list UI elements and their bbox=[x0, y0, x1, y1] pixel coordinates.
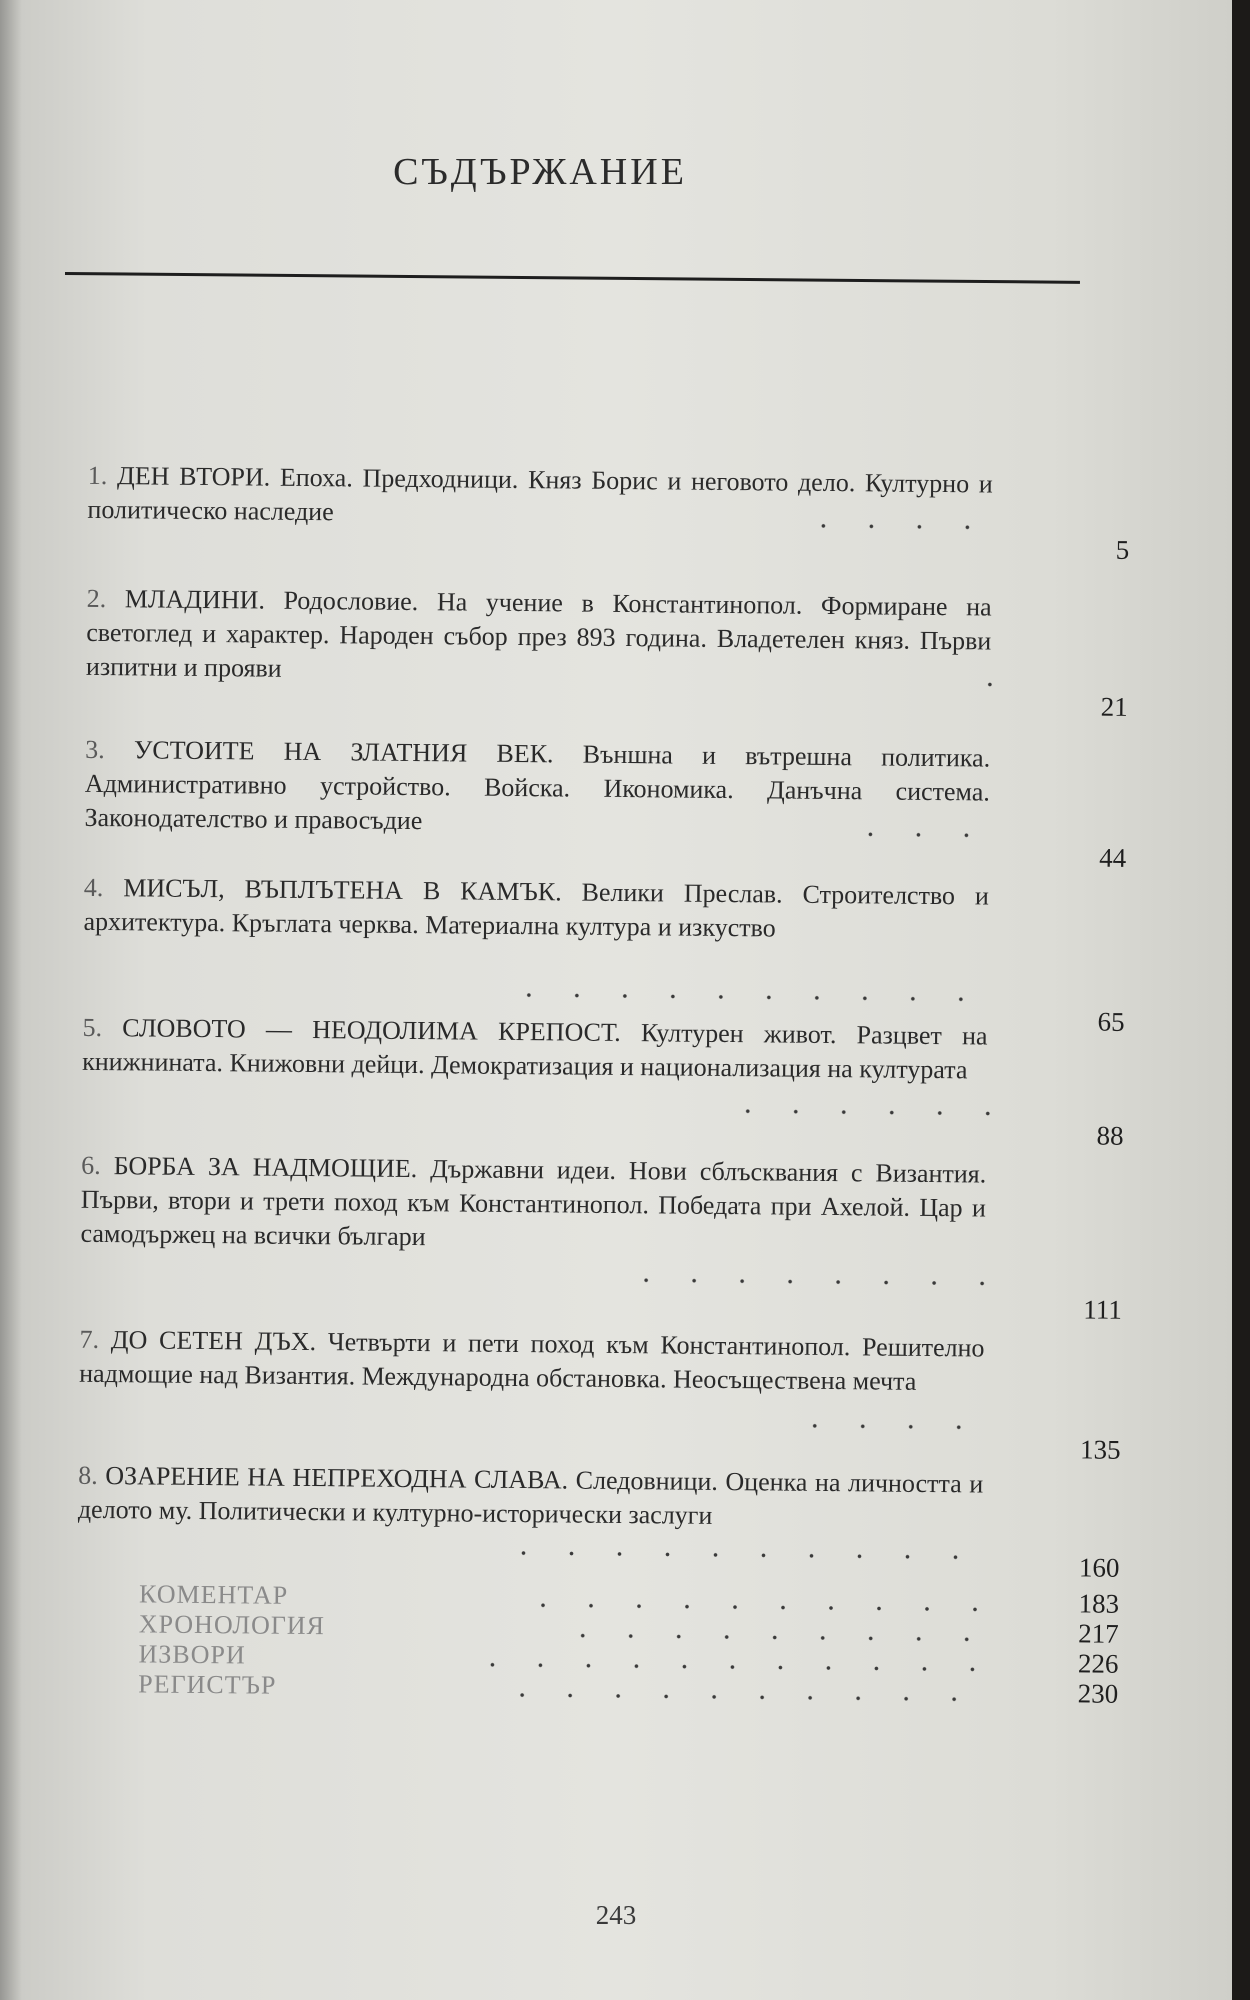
toc-entry-title: ДО СЕТЕН ДЪХ. Четвърти и пети поход към Константинопол. Решително надмощие над Византия. Международна обстановка. Неосъществена мечта bbox=[79, 1325, 985, 1396]
toc-entry-text bbox=[83, 871, 989, 948]
toc-entry-title: МЛАДИНИ. Родословие. На учение в Константинопол. Формиране на светоглед и характер. Народен събор през 893 година. Владетелен княз. Първи изпитни и прояви bbox=[85, 584, 992, 683]
toc-page-number: 183 bbox=[1078, 1588, 1120, 1619]
toc-entry-title: УСТОИТЕ НА ЗЛАТНИЯ ВЕК. Външна и вътрешна политика. Административно устройство. Войска. Икономика. Данъчна система. Законодателство и правосъдие bbox=[84, 735, 991, 836]
toc-page-number: 111 bbox=[1083, 1294, 1123, 1325]
toc-entry-number: 3. bbox=[85, 734, 105, 765]
toc-page-number: 88 bbox=[1096, 1120, 1124, 1151]
toc-entry-text bbox=[80, 1149, 986, 1260]
leader-dots bbox=[489, 1543, 989, 1568]
toc-extra-label: ИЗВОРИ bbox=[138, 1639, 246, 1670]
toc-entry-title: МИСЪЛ, ВЪПЛЪТЕНА В КАМЪК. Велики Преслав. Строителство и архитектура. Кръглата черква. Материална култура и изкуство bbox=[83, 873, 989, 943]
heading-rule bbox=[65, 272, 1080, 284]
spine-shadow bbox=[0, 0, 22, 2000]
leader-dots bbox=[789, 516, 989, 538]
leader-dots bbox=[458, 1654, 988, 1679]
toc-entry-text bbox=[82, 1011, 988, 1088]
toc-entry-text bbox=[78, 1459, 984, 1536]
toc-extra-label: РЕГИСТЪР bbox=[138, 1669, 277, 1700]
toc-entry-number: 7. bbox=[79, 1324, 100, 1354]
toc-page-number: 230 bbox=[1077, 1678, 1119, 1709]
toc-page-number: 226 bbox=[1077, 1648, 1119, 1679]
toc-page-number: 135 bbox=[1079, 1434, 1121, 1465]
toc-entry-text bbox=[86, 582, 992, 693]
toc-page-number: 21 bbox=[1100, 691, 1128, 722]
leader-dots bbox=[495, 985, 990, 1010]
toc-entry-title: СЛОВОТО — НЕОДОЛИМА КРЕПОСТ. Културен живот. Разцвет на книжнината. Книжовни дейци. Демократизация и национализация на културата bbox=[82, 1013, 988, 1085]
page-folio: 243 bbox=[595, 1900, 637, 1930]
toc-entry-1 bbox=[0, 458, 1232, 565]
toc-entry-title: БОРБА ЗА НАДМОЩИЕ. Държавни идеи. Нови сблъсквания с Византия. Първи, втори и трети поход към Константинопол. Победата при Ахелой. Цар и самодържец на всички българи bbox=[80, 1151, 987, 1252]
toc-entry-number: 4. bbox=[83, 872, 104, 903]
toc-page-number: 44 bbox=[1099, 842, 1127, 873]
toc-page-number: 160 bbox=[1078, 1552, 1120, 1583]
toc-extra-label: КОМЕНТАР bbox=[138, 1579, 289, 1610]
toc-entry-text bbox=[79, 1323, 985, 1400]
toc-page-number: 65 bbox=[1097, 1006, 1125, 1037]
leader-dots bbox=[781, 1416, 996, 1438]
toc-entry-2 bbox=[0, 581, 1231, 722]
toc-entry-number: 8. bbox=[78, 1460, 98, 1490]
toc-entry-number: 5. bbox=[82, 1012, 103, 1043]
leader-dots bbox=[714, 1101, 994, 1124]
leader-dots bbox=[549, 1625, 989, 1649]
contents-heading: СЪДЪРЖАНИЕ bbox=[393, 151, 687, 193]
leader-dots bbox=[488, 1685, 988, 1710]
toc-entry-number: 2. bbox=[86, 583, 107, 614]
toc-page-number: 5 bbox=[1115, 534, 1130, 565]
table-of-contents bbox=[0, 458, 1232, 1709]
leader-dots bbox=[612, 1270, 992, 1294]
toc-page-number: 217 bbox=[1078, 1618, 1119, 1649]
leader-dots bbox=[956, 674, 996, 694]
toc-entry-3 bbox=[0, 732, 1229, 873]
toc-extra-label: ХРОНОЛОГИЯ bbox=[138, 1609, 326, 1641]
leader-dots bbox=[836, 824, 991, 845]
toc-entry-number: 1. bbox=[87, 460, 108, 491]
leader-dots bbox=[509, 1595, 989, 1620]
toc-entry-title: ДЕН ВТОРИ. Епоха. Предходници. Княз Борис и неговото дело. Културно и политическо наследие bbox=[87, 461, 993, 527]
toc-entry-number: 6. bbox=[81, 1150, 101, 1180]
toc-entry-title: ОЗАРЕНИЕ НА НЕПРЕХОДНА СЛАВА. Следовници. Оценка на личността и делото му. Политически и културно-исторически заслуги bbox=[77, 1461, 984, 1530]
